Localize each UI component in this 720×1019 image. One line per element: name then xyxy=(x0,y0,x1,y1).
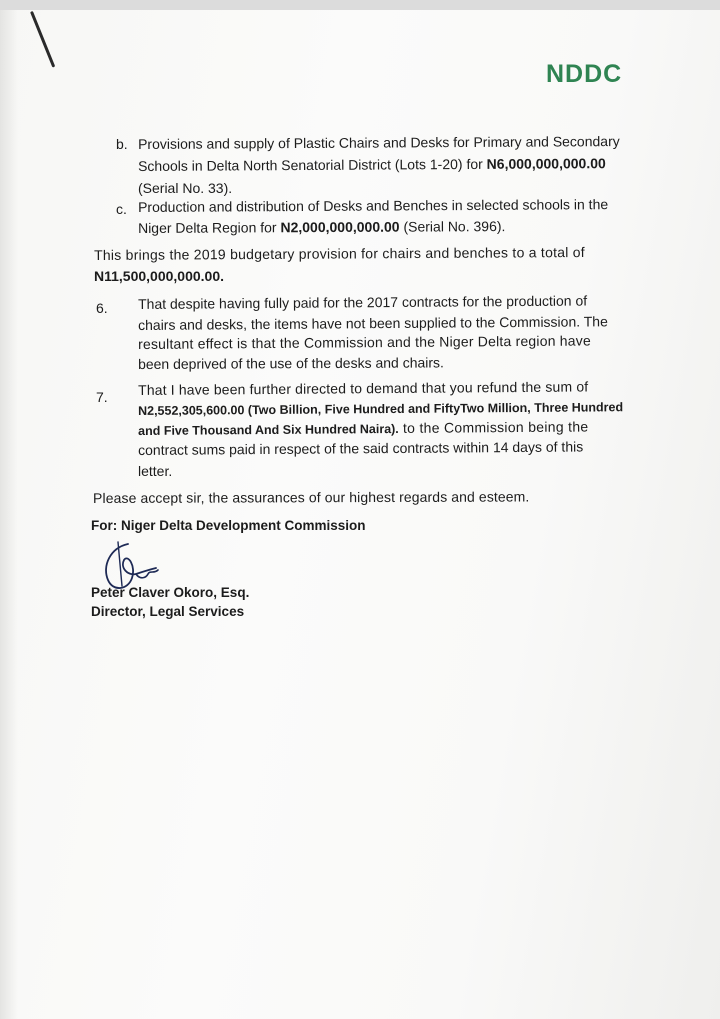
point7-line3-text: to the Commission being the xyxy=(398,418,589,436)
point6-line2: chairs and desks, the items have not been supplied to the Commission. The xyxy=(138,313,608,333)
point7-line5: letter. xyxy=(138,463,173,479)
item-c-serial: (Serial No. 396). xyxy=(399,218,506,235)
page-edge-shadow xyxy=(0,10,18,1019)
item-c-line2 xyxy=(138,216,505,238)
letter-page xyxy=(0,10,720,1019)
point6-line3: resultant effect is that the Commission and the Niger Delta region have xyxy=(138,332,591,352)
signatory-title: Director, Legal Services xyxy=(91,604,245,619)
total-line1: This brings the 2019 budgetary provision for chairs and benches to a total of xyxy=(94,244,585,263)
point7-line1: That I have been further directed to demand that you refund the sum of xyxy=(138,378,589,398)
item-b-line3: (Serial No. 33). xyxy=(138,180,233,196)
for-commission-line: For: Niger Delta Development Commission xyxy=(91,518,366,533)
point6-line4: been deprived of the use of the desks and chairs. xyxy=(138,354,444,372)
signatory-name: Peter Claver Okoro, Esq. xyxy=(91,585,250,600)
point7-number: 7. xyxy=(96,389,108,405)
item-b-line2 xyxy=(138,153,606,176)
point7-line2: N2,552,305,600.00 (Two Billion, Five Hundred and FiftyTwo Million, Three Hundred xyxy=(138,400,624,418)
point6-number: 6. xyxy=(96,300,108,316)
item-c-amount: N2,000,000,000.00 xyxy=(280,218,400,236)
item-b-amount: N6,000,000,000.00 xyxy=(486,155,606,172)
nddc-logo: NDDC xyxy=(546,60,623,88)
item-b-line1: Provisions and supply of Plastic Chairs and Desks for Primary and Secondary xyxy=(138,133,620,152)
item-c-marker: c. xyxy=(116,201,127,217)
point6-line1: That despite having fully paid for the 2017 contracts for the production of xyxy=(138,292,588,312)
item-b-marker: b. xyxy=(116,136,128,152)
point7-refund-phrase: and Five Thousand And Six Hundred Naira). xyxy=(138,421,399,438)
item-c-line2-text: Niger Delta Region for xyxy=(138,219,281,236)
total-amount: N11,500,000,000.00. xyxy=(94,268,225,284)
item-b-line2-text: Schools in Delta North Senatorial District (Lots 1-20) for xyxy=(138,155,487,174)
item-c-line1: Production and distribution of Desks and Benches in selected schools in the xyxy=(138,196,609,215)
point7-line4: contract sums paid in respect of the said contracts within 14 days of this xyxy=(138,438,584,458)
closing-text: Please accept sir, the assurances of our highest regards and esteem. xyxy=(93,488,530,506)
pen-mark xyxy=(30,11,55,68)
